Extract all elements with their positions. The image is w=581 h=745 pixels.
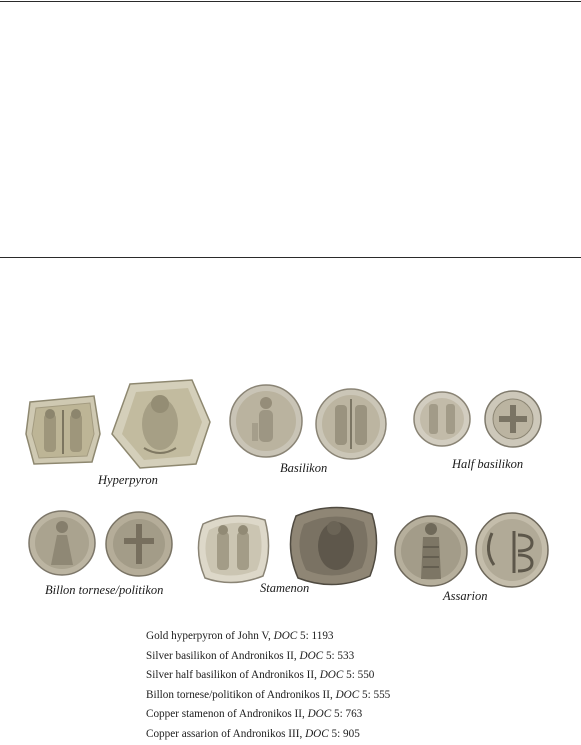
middle-rule bbox=[0, 257, 581, 258]
half-basilikon-reverse-coin bbox=[483, 389, 543, 449]
assarion-label: Assarion bbox=[443, 589, 488, 603]
caption-item: Billon tornese/politikon of Andronikos II, DOC 5: 555 bbox=[146, 688, 391, 701]
caption-item: Copper assarion of Andronikos III, DOC 5: 905 bbox=[146, 727, 360, 740]
assarion-reverse-coin bbox=[474, 511, 550, 589]
top-rule bbox=[0, 1, 581, 2]
billon-reverse-coin bbox=[104, 510, 174, 578]
half-basilikon-label: Half basilikon bbox=[452, 457, 524, 471]
basilikon-reverse-coin bbox=[313, 387, 389, 461]
basilikon-obverse-coin bbox=[228, 383, 304, 459]
stamenon-reverse-coin bbox=[284, 502, 382, 588]
half-basilikon-obverse-coin bbox=[412, 390, 472, 448]
hyperpyron-label: Hyperpyron bbox=[98, 473, 158, 487]
caption-item: Copper stamenon of Andronikos II, DOC 5: 763 bbox=[146, 708, 363, 721]
billon-label: Billon tornese/politikon bbox=[45, 583, 164, 597]
caption-item: Silver half basilikon of Andronikos II, DOC 5: 550 bbox=[146, 669, 375, 682]
hyperpyron-obverse-coin bbox=[24, 394, 102, 466]
assarion-obverse-coin bbox=[393, 513, 469, 589]
caption-item: Silver basilikon of Andronikos II, DOC 5: 533 bbox=[146, 649, 355, 662]
caption-list bbox=[146, 627, 390, 745]
basilikon-label: Basilikon bbox=[280, 461, 328, 475]
billon-obverse-coin bbox=[27, 509, 97, 577]
stamenon-obverse-coin bbox=[193, 510, 273, 586]
hyperpyron-reverse-coin bbox=[110, 378, 212, 470]
caption-item: Gold hyperpyron of John V, DOC 5: 1193 bbox=[146, 630, 334, 642]
stamenon-label: Stamenon bbox=[260, 581, 310, 595]
